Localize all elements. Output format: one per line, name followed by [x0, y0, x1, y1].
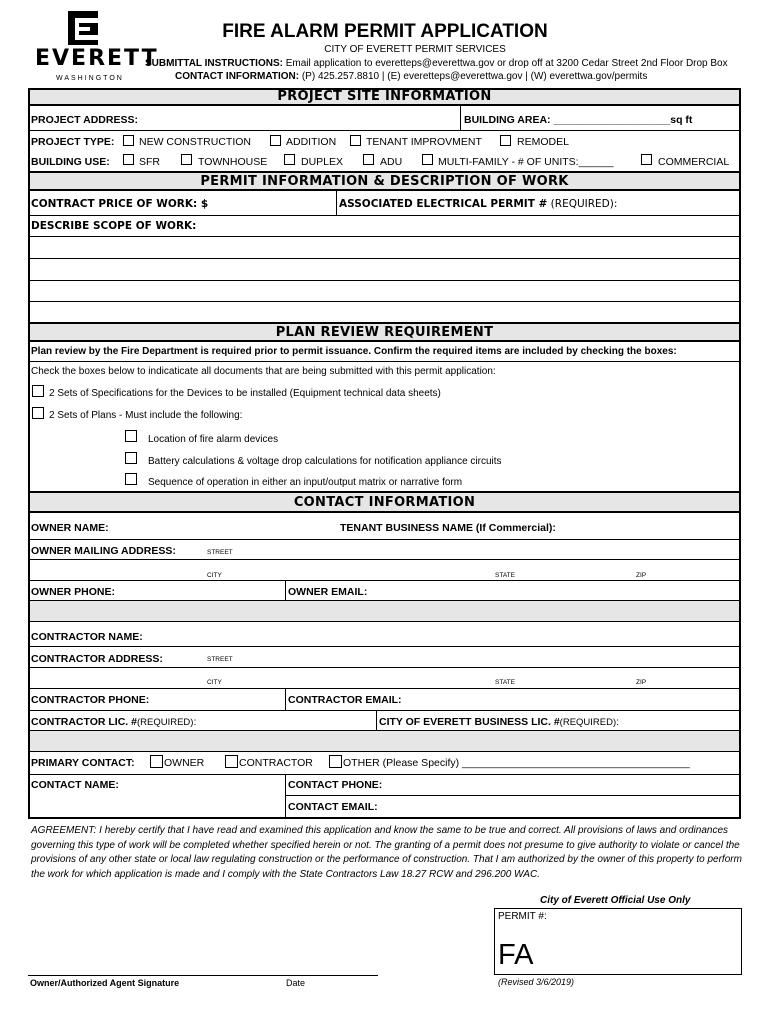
contact-email-label[interactable]: CONTACT EMAIL:	[288, 801, 378, 813]
option-tenant-improvement: TENANT IMPROVMENT	[366, 136, 482, 148]
option-sfr: SFR	[139, 156, 160, 168]
owner-zip-label: ZIP	[636, 572, 647, 579]
plan-review-heading: PLAN REVIEW REQUIREMENT	[30, 322, 739, 342]
official-use-heading: City of Everett Official Use Only	[540, 895, 691, 906]
checkbox-specifications[interactable]	[32, 385, 44, 397]
sub-item-devices: Location of fire alarm devices	[148, 434, 279, 445]
page-subtitle: CITY OF EVERETT PERMIT SERVICES	[324, 44, 506, 55]
owner-street-label: STREET	[207, 549, 233, 556]
logo-subtext: WASHINGTON	[56, 75, 124, 82]
scope-of-work-label[interactable]: DESCRIBE SCOPE OF WORK:	[31, 220, 197, 232]
submittal-instructions	[145, 58, 728, 69]
option-addition: ADDITION	[286, 136, 337, 148]
checkbox-multi-family[interactable]	[422, 154, 433, 165]
contractor-state-label: STATE	[495, 679, 515, 686]
business-lic-colon: :	[616, 716, 620, 728]
checkbox-duplex[interactable]	[284, 154, 295, 165]
owner-state-label: STATE	[495, 572, 515, 579]
contractor-street-label: STREET	[207, 656, 233, 663]
contractor-email-label[interactable]: CONTRACTOR EMAIL:	[288, 694, 402, 706]
primary-other-option[interactable]: OTHER (Please Specify) _______________________________________	[343, 757, 690, 769]
contractor-lic-label: CONTRACTOR LIC. #	[31, 716, 137, 728]
contractor-lic-colon: :	[193, 716, 197, 728]
electrical-permit-label: ASSOCIATED ELECTRICAL PERMIT #	[339, 198, 548, 210]
building-use-label: BUILDING USE:	[31, 156, 110, 168]
checkbox-sfr[interactable]	[123, 154, 134, 165]
item-plans: 2 Sets of Plans - Must include the following:	[49, 410, 243, 421]
separator-band-2	[30, 730, 739, 752]
contact-phone-label[interactable]: CONTACT PHONE:	[288, 779, 383, 791]
business-lic-field[interactable]	[379, 716, 619, 728]
electrical-permit-field[interactable]	[339, 198, 617, 210]
option-duplex: DUPLEX	[301, 156, 344, 168]
option-townhouse: TOWNHOUSE	[198, 156, 268, 168]
plan-review-intro: Check the boxes below to indicaticate all documents that are being submitted with this permit application:	[31, 366, 496, 377]
primary-owner-option: OWNER	[164, 757, 205, 769]
revised-date: (Revised 3/6/2019)	[498, 977, 575, 987]
plan-review-intro-bold: Plan review by the Fire Department is required prior to permit issuance. Confirm the required items are included by checking the boxes:	[31, 346, 677, 357]
submittal-text: Email application to everetteps@everettwa.gov or drop off at 3200 Cedar Street 2nd Floor Drop Box	[282, 58, 728, 69]
checkbox-new-construction[interactable]	[123, 135, 134, 146]
permit-prefix: FA	[498, 939, 534, 971]
item-specifications: 2 Sets of Specifications for the Devices to be installed (Equipment technical data sheets)	[49, 388, 441, 399]
checkbox-primary-contractor[interactable]	[225, 755, 238, 768]
checkbox-fire-alarm-devices[interactable]	[125, 430, 137, 442]
contact-line	[175, 71, 647, 82]
owner-email-label[interactable]: OWNER EMAIL:	[288, 586, 368, 598]
checkbox-sequence-of-operation[interactable]	[125, 473, 137, 485]
contractor-lic-field[interactable]	[31, 716, 196, 728]
checkbox-tenant-improvement[interactable]	[350, 135, 361, 146]
contact-text: (P) 425.257.8810 | (E) everetteps@everettwa.gov | (W) everettwa.gov/permits	[299, 71, 648, 82]
checkbox-adu[interactable]	[363, 154, 374, 165]
separator-band	[30, 600, 739, 622]
contact-info-heading: CONTACT INFORMATION	[30, 491, 739, 513]
option-new-construction: NEW CONSTRUCTION	[139, 136, 251, 148]
tenant-business-label[interactable]: TENANT BUSINESS NAME (If Commercial):	[340, 522, 556, 534]
contractor-phone-label[interactable]: CONTRACTOR PHONE:	[31, 694, 150, 706]
project-site-heading: PROJECT SITE INFORMATION	[30, 88, 739, 106]
project-type-label: PROJECT TYPE:	[31, 136, 115, 148]
primary-contractor-option: CONTRACTOR	[239, 757, 313, 769]
checkbox-primary-other[interactable]	[329, 755, 342, 768]
option-multi-family: MULTI-FAMILY - # OF UNITS:______	[438, 156, 614, 168]
contractor-name-label[interactable]: CONTRACTOR NAME:	[31, 631, 143, 643]
electrical-permit-required: (REQUIRED):	[547, 198, 618, 210]
checkbox-battery-calculations[interactable]	[125, 452, 137, 464]
agreement-text: AGREEMENT: I hereby certify that I have read and examined this application and know the same to be true and correct. All provisions of laws and ordinances governing this type of work will be completed whether specified herein or not. The granting of a permit does not presume to give authority to violate or cancel the provisions of any other state or local law regulating construction or the performance of construction. That I am authorized by the owner of this property to perform the work for which application is made and I comply with the State Contractors Law 18.27 RCW and 296.200 WAC.	[31, 825, 742, 880]
logo-wordmark: EVERETT	[35, 46, 159, 71]
everett-logo-icon	[68, 11, 98, 45]
sub-item-battery: Battery calculations & voltage drop calculations for notification appliance circuits	[148, 456, 502, 467]
checkbox-townhouse[interactable]	[181, 154, 192, 165]
option-remodel: REMODEL	[517, 136, 569, 148]
business-lic-required: (REQUIRED)	[559, 717, 617, 728]
submittal-label: SUBMITTAL INSTRUCTIONS:	[145, 58, 283, 69]
checkbox-primary-owner[interactable]	[150, 755, 163, 768]
contractor-address-label[interactable]: CONTRACTOR ADDRESS:	[31, 653, 163, 665]
owner-name-label[interactable]: OWNER NAME:	[31, 522, 109, 534]
sub-item-sequence: Sequence of operation in either an input/output matrix or narrative form	[148, 477, 463, 488]
date-label: Date	[286, 978, 306, 988]
checkbox-commercial[interactable]	[641, 154, 652, 165]
checkbox-remodel[interactable]	[500, 135, 511, 146]
business-lic-label: CITY OF EVERETT BUSINESS LIC. #	[379, 716, 560, 728]
signature-label: Owner/Authorized Agent Signature	[30, 978, 180, 988]
contractor-lic-required: (REQUIRED)	[136, 717, 194, 728]
contractor-city-label: CITY	[207, 679, 222, 686]
owner-city-label: CITY	[207, 572, 222, 579]
permit-number-label: PERMIT #:	[498, 911, 547, 922]
option-commercial: COMMERCIAL	[658, 156, 730, 168]
project-address-label[interactable]: PROJECT ADDRESS:	[31, 114, 138, 126]
option-adu: ADU	[380, 156, 403, 168]
page-title: FIRE ALARM PERMIT APPLICATION	[222, 21, 548, 42]
checkbox-addition[interactable]	[270, 135, 281, 146]
contract-price-label[interactable]: CONTRACT PRICE OF WORK: $	[31, 198, 209, 210]
checkbox-plans[interactable]	[32, 407, 44, 419]
owner-mailing-label[interactable]: OWNER MAILING ADDRESS:	[31, 545, 176, 557]
contact-name-label[interactable]: CONTACT NAME:	[31, 779, 119, 791]
owner-phone-label[interactable]: OWNER PHONE:	[31, 586, 115, 598]
signature-line[interactable]	[28, 975, 378, 976]
contractor-zip-label: ZIP	[636, 679, 647, 686]
primary-contact-label: PRIMARY CONTACT:	[31, 757, 135, 769]
permit-info-heading: PERMIT INFORMATION & DESCRIPTION OF WORK	[30, 171, 739, 191]
building-area-label[interactable]: BUILDING AREA: ____________________sq ft	[464, 114, 693, 126]
contact-label: CONTACT INFORMATION:	[175, 71, 300, 82]
